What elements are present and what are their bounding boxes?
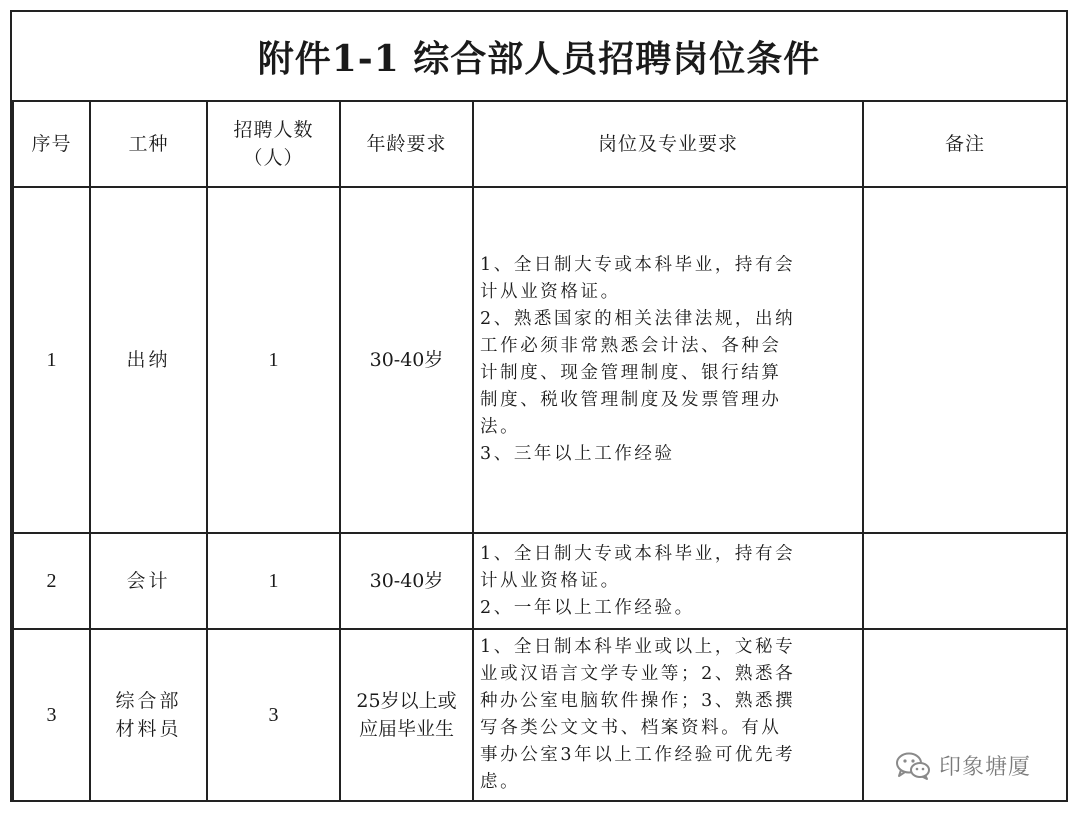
req-line: 业或汉语言文学专业等；2、熟悉各 — [480, 664, 796, 684]
cell-seq: 1 — [13, 187, 90, 533]
cell-note — [863, 533, 1067, 629]
cell-requirements — [473, 533, 863, 629]
cell-seq: 2 — [13, 533, 90, 629]
header-count-line2: （人） — [243, 147, 304, 169]
cell-count: 1 — [207, 187, 340, 533]
table-row — [13, 187, 1067, 533]
watermark-text: 印象塘厦 — [939, 755, 1032, 780]
cell-role — [90, 187, 207, 533]
req-line: 计从业资格证。 — [480, 570, 621, 591]
header-seq: 序号 — [13, 101, 90, 187]
cell-age-line1: 30-40岁 — [369, 570, 444, 592]
cell-count: 3 — [207, 629, 340, 801]
cell-age — [340, 629, 473, 801]
cell-role-line1: 综合部 — [115, 690, 182, 712]
req-line: 计制度、现金管理制度、银行结算 — [480, 363, 782, 383]
req-line: 2、熟悉国家的相关法律法规，出纳 — [480, 309, 796, 329]
cell-age-line2: 应届毕业生 — [358, 718, 454, 740]
cell-role — [90, 629, 207, 801]
cell-age-line1: 30-40岁 — [369, 349, 444, 371]
header-count-line1: 招聘人数 — [233, 119, 314, 141]
cell-age — [340, 187, 473, 533]
header-note: 备注 — [863, 101, 1067, 187]
req-line: 1、全日制大专或本科毕业，持有会 — [480, 543, 796, 564]
req-line: 虑。 — [480, 772, 521, 792]
table-header-row — [13, 101, 1067, 187]
cell-requirements — [473, 187, 863, 533]
cell-age-line1: 25岁以上或 — [356, 690, 457, 712]
header-role: 工种 — [90, 101, 207, 187]
req-line: 1、全日制本科毕业或以上，文秘专 — [480, 637, 796, 657]
cell-role-line1: 会计 — [126, 570, 171, 592]
req-line: 计从业资格证。 — [480, 282, 621, 302]
cell-role-line2: 材料员 — [115, 718, 182, 740]
cell-seq: 3 — [13, 629, 90, 801]
watermark — [895, 750, 1031, 781]
cell-note — [863, 187, 1067, 533]
req-line: 工作必须非常熟悉会计法、各种会 — [480, 336, 782, 356]
wechat-icon — [895, 751, 931, 781]
cell-role — [90, 533, 207, 629]
req-line: 写各类公文文书、档案资料。有从 — [480, 718, 782, 738]
req-line: 法。 — [480, 417, 521, 437]
req-line: 3、三年以上工作经验 — [480, 444, 675, 464]
req-line: 1、全日制大专或本科毕业，持有会 — [480, 255, 796, 275]
table-row — [13, 533, 1067, 629]
cell-requirements — [473, 629, 863, 801]
cell-count: 1 — [207, 533, 340, 629]
position-requirements-table — [12, 100, 1068, 802]
header-count — [207, 101, 340, 187]
req-line: 种办公室电脑软件操作；3、熟悉撰 — [480, 691, 796, 711]
document-title: 附件1-1 综合部人员招聘岗位条件 — [12, 12, 1066, 102]
req-line: 2、一年以上工作经验。 — [480, 597, 695, 618]
recruitment-table-sheet — [10, 10, 1068, 802]
header-requirements: 岗位及专业要求 — [473, 101, 863, 187]
cell-role-line1: 出纳 — [126, 349, 171, 371]
header-age: 年龄要求 — [340, 101, 473, 187]
cell-age — [340, 533, 473, 629]
req-line: 事办公室3年以上工作经验可优先考 — [480, 745, 796, 765]
req-line: 制度、税收管理制度及发票管理办 — [480, 390, 782, 410]
